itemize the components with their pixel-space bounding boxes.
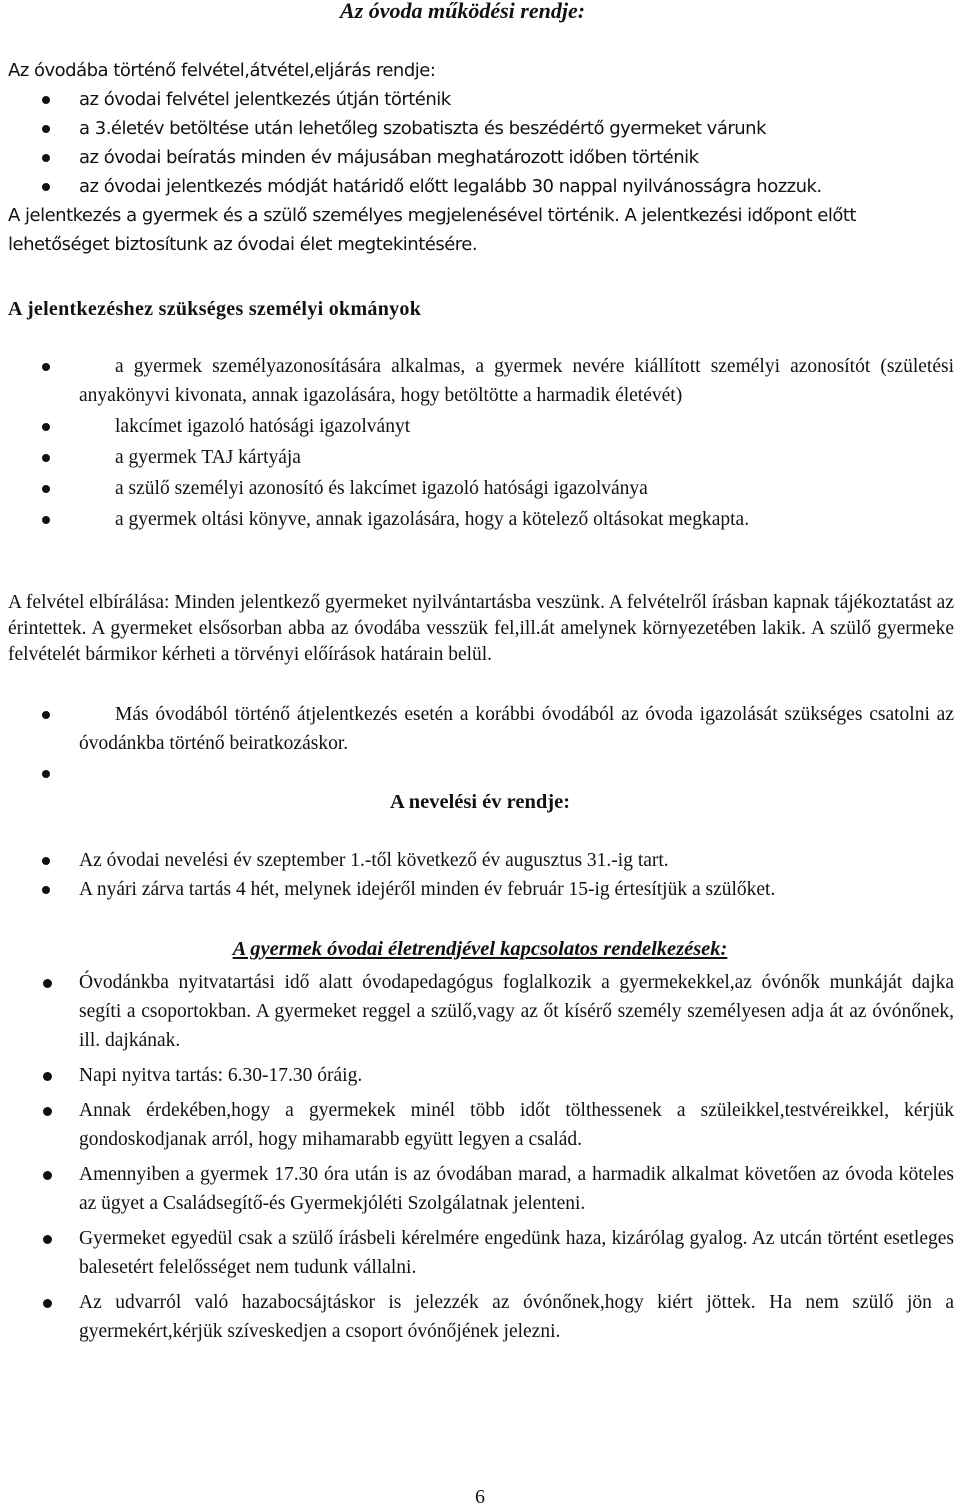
admission-heading: Az óvodába történő felvétel,átvétel,eljárás rendje: xyxy=(8,60,436,81)
school-year-heading: A nevelési év rendje: xyxy=(389,791,571,813)
admission-list xyxy=(79,85,954,201)
list-item: lakcímet igazoló hatósági igazolványt xyxy=(79,412,954,441)
list-item: A nyári zárva tartás 4 hét, melynek idejéről minden év február 15-ig értesítjük a szülőket. xyxy=(79,875,954,904)
list-item: Más óvodából történő átjelentkezés esetén a korábbi óvodából az óvoda igazolását szükséges csatolni az óvodánkba történő beiratkozáskor. xyxy=(79,700,954,758)
admission-paragraph: A jelentkezés a gyermek és a szülő személyes megjelenésével történik. A jelentkezési időpont előtt lehetőséget biztosítunk az óvodai élet megtekintésére. xyxy=(8,205,856,255)
list-item: a 3.életév betöltése után lehetőleg szobatiszta és beszédértő gyermeket várunk xyxy=(79,114,954,143)
list-item: az óvodai beíratás minden év májusában meghatározott időben történik xyxy=(79,143,954,172)
list-item: az óvodai jelentkezés módját határidő előtt legalább 30 nappal nyilvánosságra hozzuk. xyxy=(79,172,954,201)
list-item: a szülő személyi azonosító és lakcímet igazoló hatósági igazolványa xyxy=(79,474,954,503)
documents-heading: A jelentkezéshez szükséges személyi okmányok xyxy=(8,298,422,320)
list-item: az óvodai felvétel jelentkezés útján történik xyxy=(79,85,954,114)
page-number: 6 xyxy=(475,1486,485,1508)
list-item: Gyermeket egyedül csak a szülő írásbeli kérelmére engedünk haza, kizárólag gyalog. Az utcán történt esetleges balesetért felelősséget nem tudunk vállalni. xyxy=(79,1224,954,1282)
list-item: a gyermek TAJ kártyája xyxy=(79,443,954,472)
transfer-list xyxy=(79,700,954,758)
school-year-list xyxy=(79,846,954,904)
list-item: Az udvarról való hazabocsájtáskor is jelezzék az óvónőnek,hogy kiért jöttek. Ha nem szülő jön a gyermekért,kérjük szíveskedjen a csoport óvónőjének jelezni. xyxy=(79,1288,954,1346)
documents-list xyxy=(79,352,954,534)
list-item: a gyermek oltási könyve, annak igazolására, hogy a kötelező oltásokat megkapta. xyxy=(79,505,954,534)
evaluation-paragraph: A felvétel elbírálása: Minden jelentkező gyermeket nyilvántartásba veszünk. A felvételről írásban kapnak tájékoztatást az érintettek. A gyermeket elsősorban abba az óvodába vesszük fel,ill.át amelynek környezetében lakik. A szülő gyermeke felvételét bármikor kérheti a törvényi előírások határain belül. xyxy=(8,592,954,665)
list-item: Annak érdekében,hogy a gyermekek minél több időt tölthessenek a szüleikkel,testvéreikkel, kérjük gondoskodjanak arról, hogy mihamarabb együtt legyen a család. xyxy=(79,1096,954,1154)
list-item: Az óvodai nevelési év szeptember 1.-től következő év augusztus 31.-ig tart. xyxy=(79,846,954,875)
daily-rules-list xyxy=(79,968,954,1346)
list-item: Óvodánkba nyitvatartási idő alatt óvodapedagógus foglalkozik a gyermekekkel,az óvónők munkáját dajka segíti a csoportokban. A gyermeket reggel a szülő,vagy az őt kísérő személy személyesen adja át az óvónőnek, ill. dajkának. xyxy=(79,968,954,1055)
empty-bullet xyxy=(42,770,50,778)
list-item: Amennyiben a gyermek 17.30 óra után is az óvodában marad, a harmadik alkalmat követően az óvoda köteles az ügyet a Családsegítő-és Gyermekjóléti Szolgálatnak jelenteni. xyxy=(79,1160,954,1218)
page-title: Az óvoda működési rendje: xyxy=(340,0,586,23)
list-item: Napi nyitva tartás: 6.30-17.30 óráig. xyxy=(79,1061,954,1090)
list-item: a gyermek személyazonosítására alkalmas, a gyermek nevére kiállított személyi azonosítót (születési anyakönyvi kivonata, annak igazolására, hogy betöltötte a harmadik életévét) xyxy=(79,352,954,410)
daily-rules-heading: A gyermek óvodai életrendjével kapcsolatos rendelkezések: xyxy=(232,938,728,960)
